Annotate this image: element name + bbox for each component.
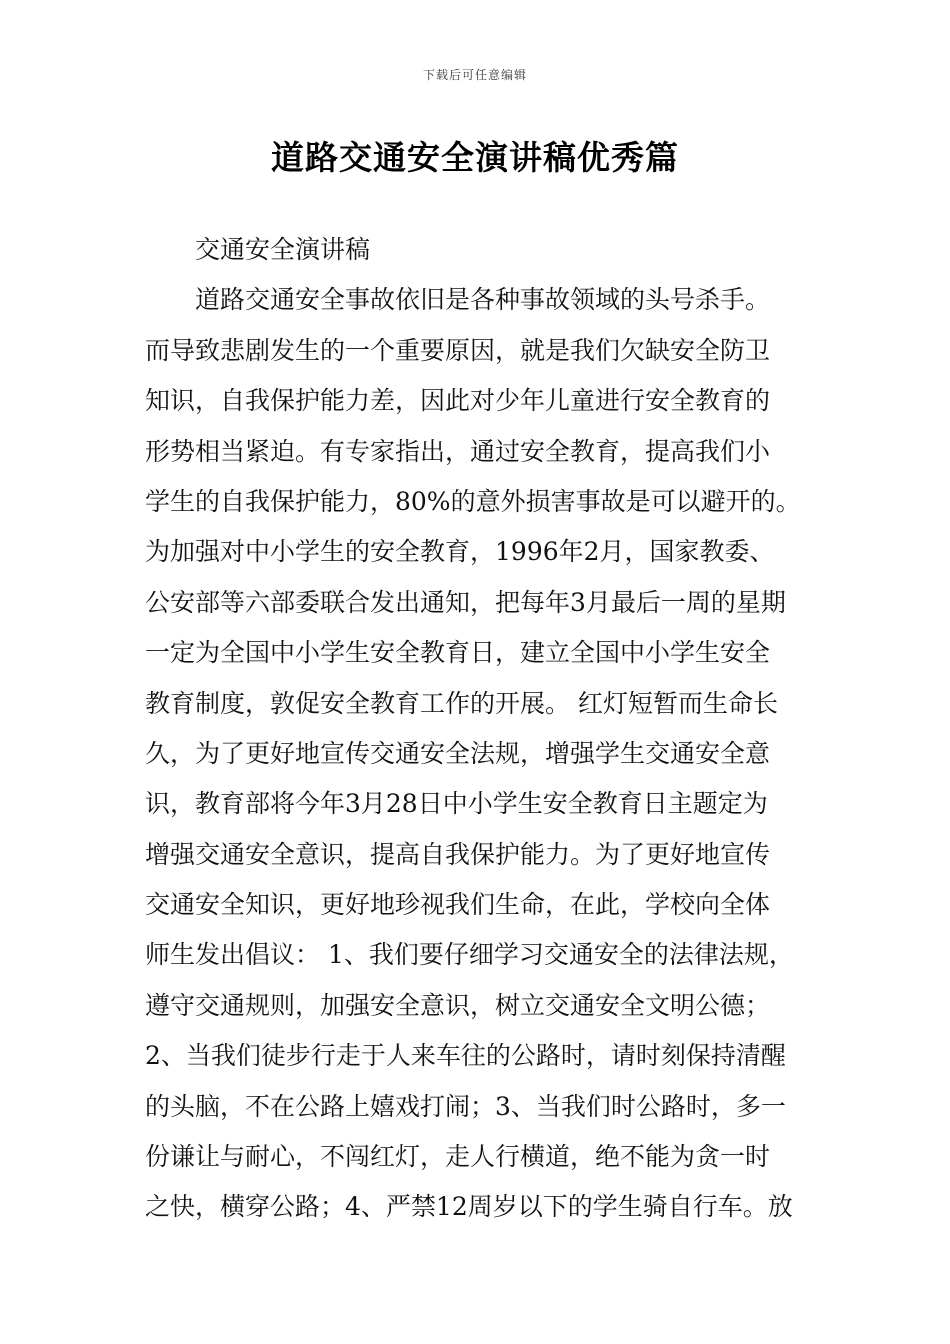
paragraph-line: 久，为了更好地宣传交通安全法规，增强学生交通安全意 [145,738,771,768]
paragraph-line: 形势相当紧迫。有专家指出，通过安全教育，提高我们小 [145,436,771,466]
section-subtitle: 交通安全演讲稿 [195,235,371,264]
paragraph-line: 交通安全知识，更好地珍视我们生命，在此，学校向全体 [145,890,771,920]
paragraph-line: 道路交通安全事故依旧是各种事故领域的头号杀手。 [195,285,771,315]
paragraph-line: 增强交通安全意识，提高自我保护能力。为了更好地宣传 [145,839,771,869]
header-note: 下载后可任意编辑 [422,68,527,82]
paragraph-line: 学生的自我保护能力，80%的意外损害事故是可以避开的。 [145,486,801,516]
paragraph-line: 一定为全国中小学生安全教育日，建立全国中小学生安全 [145,638,771,668]
paragraph-line: 为加强对中小学生的安全教育，1996年2月，国家教委、 [145,537,775,567]
paragraph-line: 识，教育部将今年3月28日中小学生安全教育日主题定为 [145,789,768,819]
document-body [145,231,825,1239]
paragraph-line: 之快，横穿公路；4、严禁12周岁以下的学生骑自行车。放 [145,1192,793,1222]
paragraph-line: 遵守交通规则，加强安全意识，树立交通安全文明公德； [145,990,771,1020]
paragraph-line: 份谦让与耐心，不闯红灯，走人行横道，绝不能为贪一时 [145,1142,771,1172]
paragraph-line: 公安部等六部委联合发出通知，把每年3月最后一周的星期 [145,587,786,617]
paragraph-line: 知识，自我保护能力差，因此对少年儿童进行安全教育的 [145,386,771,416]
paragraph-line: 教育制度，敦促安全教育工作的开展。 红灯短暂而生命长 [145,688,778,718]
paragraph-line: 的头脑，不在公路上嬉戏打闹；3、当我们时公路时，多一 [145,1091,786,1121]
paragraph-line: 而导致悲剧发生的一个重要原因，就是我们欠缺安全防卫 [145,335,771,365]
paragraph-line: 师生发出倡议： 1、我们要仔细学习交通安全的法律法规， [145,940,794,970]
paragraph-line: 2、当我们徒步行走于人来车往的公路时，请时刻保持清醒 [145,1041,786,1071]
document-title: 道路交通安全演讲稿优秀篇 [271,138,679,177]
